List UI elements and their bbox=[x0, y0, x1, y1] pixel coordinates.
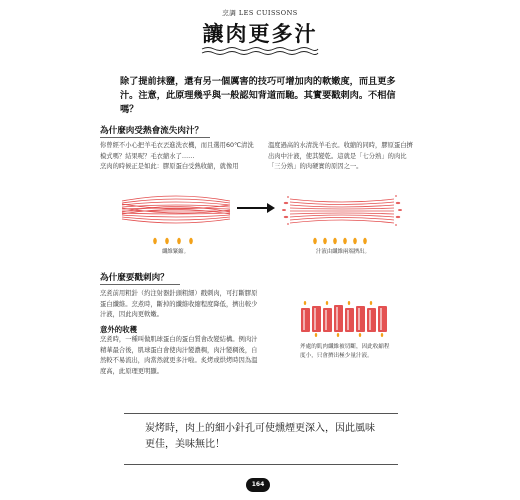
section2-paragraph-1: 烹煮前用粗針（約注射器針頭粗細）戳刺肉，可打斷膠原蛋白纖維。烹煮時，斷掉的纖維收縮程度降低，擠出較少汁液，因此肉更軟嫩。 bbox=[100, 290, 258, 318]
drops-right bbox=[310, 236, 374, 246]
caption-squeezed: 汁液由纖維兩端擠出。 bbox=[316, 249, 370, 255]
intro-paragraph: 除了提前抹鹽，還有另一個厲害的技巧可增加肉的軟嫩度，而且更多汁。注意，此原理幾乎與一般認知背道而馳。其實要戳刺肉。不相信嗎？ bbox=[120, 76, 396, 115]
section1-heading-underline bbox=[100, 137, 210, 138]
contracted-fibers-illustration bbox=[120, 185, 232, 235]
drops-left bbox=[150, 236, 200, 246]
section1-right-text: 溫度過高的水清洗羊毛衣。收縮的同時，膠原蛋白擠出肉中汁液，使其變乾。這就是「七分熟」的肉比「三分熟」的肉硬實的原因之一。 bbox=[268, 142, 413, 170]
section2-heading: 為什麼要戳刺肉？ bbox=[100, 273, 169, 283]
quote-text: 炭烤時，肉上的細小針孔可使燻煙更深入，因此風味更佳，美味無比！ bbox=[145, 423, 375, 450]
section1-heading: 為什麼肉受熱會流失肉汁？ bbox=[100, 126, 204, 136]
section2-heading-underline bbox=[100, 284, 180, 285]
caption-contracted: 纖維緊縮。 bbox=[162, 249, 189, 255]
page-title: 讓肉更多汁 bbox=[202, 22, 318, 46]
section1-left-text bbox=[100, 141, 255, 173]
wave-divider bbox=[200, 46, 320, 56]
section1-paragraph-1: 你曾經不小心把羊毛衣丟進洗衣機，而且選用60℃清洗模式嗎？結果呢？毛衣縮水了…… bbox=[100, 142, 254, 160]
page-number: 164 bbox=[246, 478, 270, 492]
section2-subheading: 意外的收穫 bbox=[100, 325, 137, 334]
section-label: 烹調 LES CUISSONS bbox=[222, 9, 298, 17]
squeezed-fibers-illustration bbox=[282, 185, 402, 235]
section2-paragraph-2: 烹煮時，一種叫做肌球蛋白的蛋白質會改變結構。例肉汁精華最合後，肌球蛋白會使肉汁變濃稠，肉汁變稠後，自然較不易流出，肉當然就更多汁啦。炙烤或烘烤時因為溫度高，此原理更明顯。 bbox=[100, 336, 258, 375]
section1-paragraph-2: 烹肉的時候正是如此：膠原蛋白受熱收縮，就像用 bbox=[100, 163, 239, 170]
arrow-right-icon bbox=[236, 202, 276, 214]
pierced-fibers-illustration bbox=[300, 300, 388, 338]
caption-pierced: 斧處的肌肉纖維被切斷，因此收縮程度小，只會擠出極少量汁液。 bbox=[300, 344, 390, 359]
